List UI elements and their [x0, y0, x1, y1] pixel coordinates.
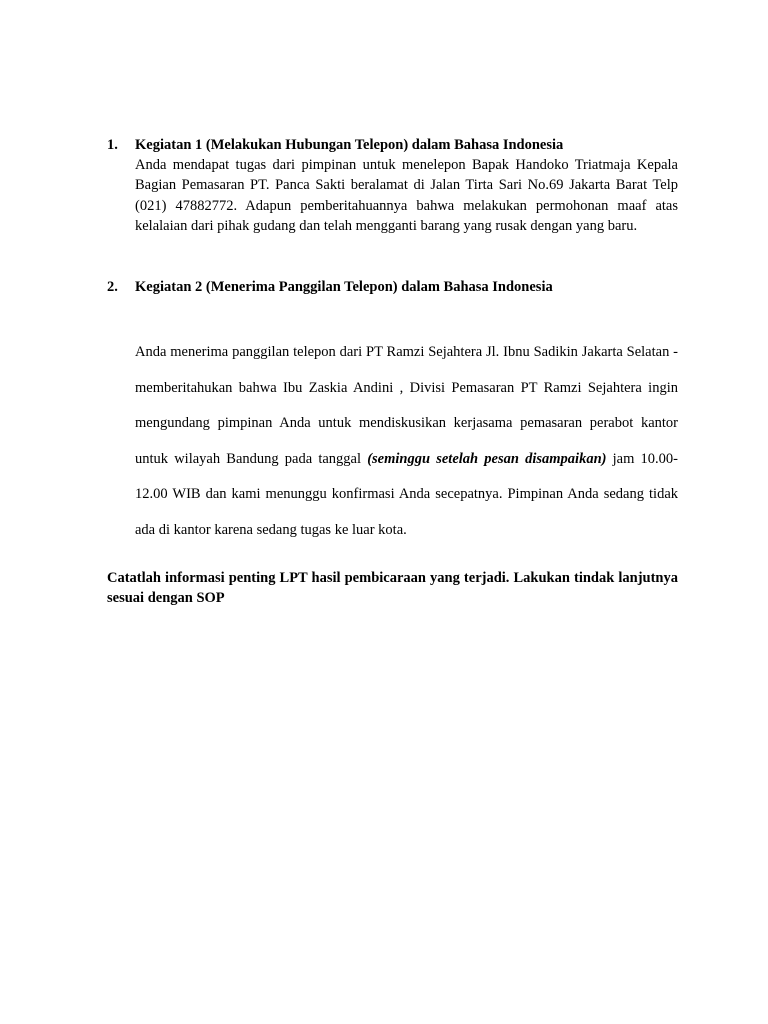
activity-2-number: 2. [107, 279, 118, 295]
activity-2-text-after: jam 10.00-12.00 WIB dan kami menunggu konfirmasi Anda secepatnya. Pimpinan Anda sedang tidak ada di kantor karena sedang tugas ke luar kota. [135, 450, 679, 538]
activity-2-body [135, 277, 678, 549]
activity-1-heading: Kegiatan 1 (Melakukan Hubungan Telepon) dalam Bahasa Indonesia [135, 137, 564, 153]
activity-2 [107, 277, 678, 549]
activity-2-text-before: Anda menerima panggilan telepon dari PT Ramzi Sejahtera Jl. Ibnu Sadikin Jakarta Selatan - memberitahukan bahwa Ibu Zaskia Andini , Divisi Pemasaran PT Ramzi Sejahtera ingin mengundang pimpinan Anda untuk mendiskusikan kerjasama pemasaran perabot kantor untuk wilayah Bandung pada tanggal [135, 344, 678, 467]
closing-instruction: Catatlah informasi penting LPT hasil pembicaraan yang terjadi. Lakukan tindak lanjutnya sesuai dengan SOP [107, 570, 678, 607]
activity-1-body [135, 135, 678, 237]
activity-1 [107, 135, 678, 237]
activity-1-paragraph: Anda mendapat tugas dari pimpinan untuk menelepon Bapak Handoko Triatmaja Kepala Bagian Pemasaran PT. Panca Sakti beralamat di Jalan Tirta Sari No.69 Jakarta Barat Telp (021) 47882772. Adapun pemberitahuannya bahwa melakukan permohonan maaf atas kelalaian dari pihak gudang dan telah mengganti barang yang rusak dengan yang baru. [135, 157, 678, 235]
activity-2-date-emphasis: (seminggu setelah pesan disampaikan) [367, 450, 607, 467]
activity-1-number: 1. [107, 137, 118, 153]
activity-2-heading: Kegiatan 2 (Menerima Panggilan Telepon) dalam Bahasa Indonesia [135, 279, 553, 295]
activity-2-paragraph [135, 335, 678, 549]
